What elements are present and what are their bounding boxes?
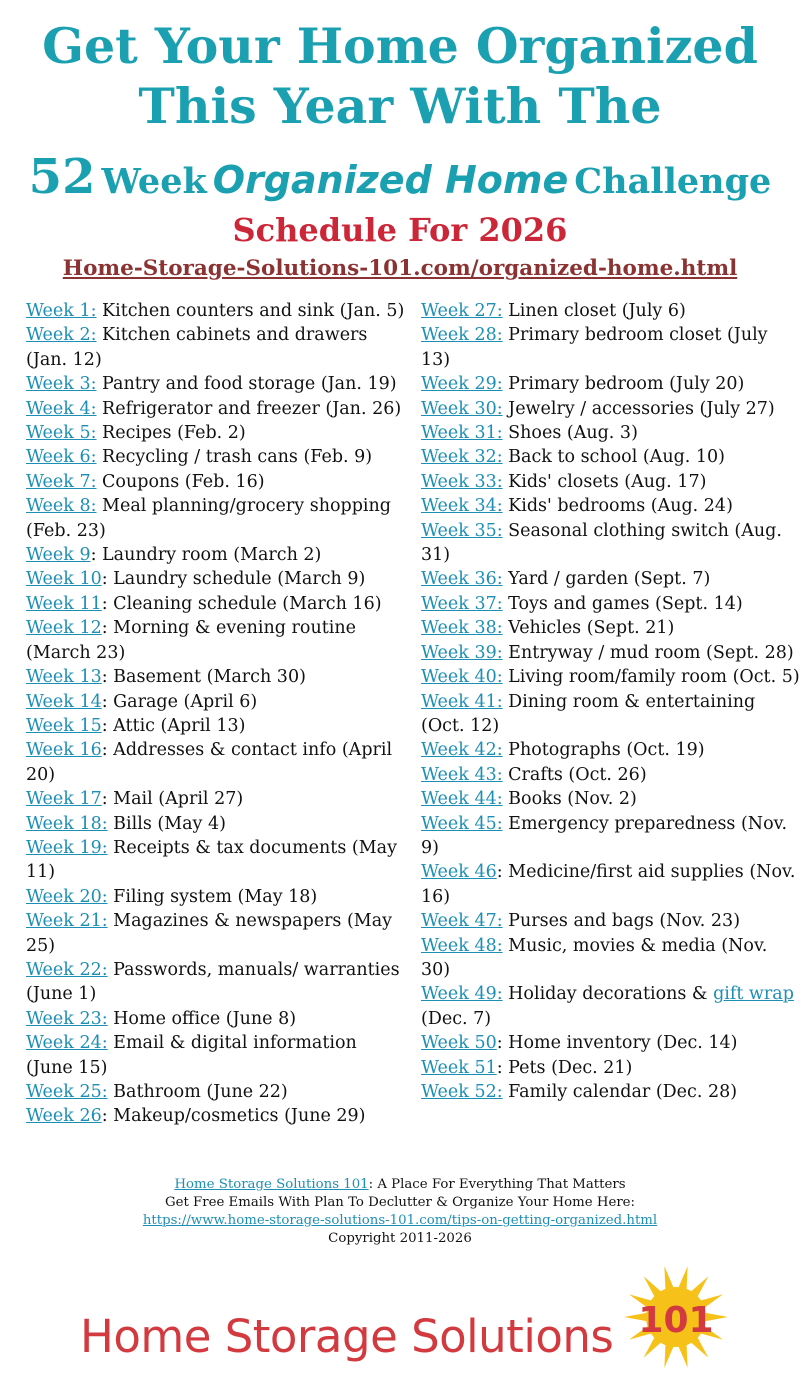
site-link[interactable]: Home Storage Solutions 101 bbox=[174, 1177, 369, 1192]
schedule-item bbox=[421, 519, 800, 568]
week-link[interactable]: Week 36: bbox=[421, 569, 503, 590]
site-tagline: : A Place For Everything That Matters bbox=[368, 1177, 626, 1192]
schedule-item bbox=[26, 1080, 406, 1104]
week-link[interactable]: Week 9 bbox=[26, 545, 91, 566]
title-challenge: Challenge bbox=[574, 161, 772, 202]
schedule-item bbox=[421, 616, 800, 640]
title-number: 52 bbox=[28, 149, 96, 205]
schedule-item bbox=[26, 445, 406, 469]
week-link[interactable]: Week 23: bbox=[26, 1008, 108, 1029]
week-link[interactable]: Week 20: bbox=[26, 886, 108, 907]
week-link[interactable]: Week 46 bbox=[421, 862, 497, 883]
footer-emails-link[interactable]: https://www.home-storage-solutions-101.com/tips-on-getting-organized.html bbox=[142, 1213, 658, 1228]
week-link[interactable]: Week 29: bbox=[421, 374, 503, 395]
week-topic: Family calendar (Dec. 28) bbox=[502, 1082, 738, 1102]
week-topic: Dining room & entertaining (Oct. 12) bbox=[421, 691, 756, 736]
week-link[interactable]: Week 15 bbox=[26, 715, 102, 736]
schedule-item bbox=[421, 909, 800, 933]
footer-emails-line: Get Free Emails With Plan To Declutter & Organize Your Home Here: bbox=[164, 1195, 636, 1210]
week-link[interactable]: Week 27: bbox=[421, 301, 503, 321]
week-topic: Primary bedroom (July 20) bbox=[502, 374, 745, 395]
week-topic: : Laundry room (March 2) bbox=[90, 545, 322, 566]
week-link[interactable]: Week 51 bbox=[421, 1057, 497, 1078]
schedule-item bbox=[26, 885, 406, 909]
schedule-left-column bbox=[26, 299, 406, 1129]
logo-badge-text: 101 bbox=[638, 1300, 714, 1341]
week-topic: : Attic (April 13) bbox=[101, 715, 246, 736]
week-date: (Dec. 7) bbox=[421, 1008, 492, 1029]
week-link[interactable]: Week 38: bbox=[421, 618, 503, 639]
schedule-item bbox=[421, 470, 800, 494]
week-topic: Kids' closets (Aug. 17) bbox=[502, 471, 707, 492]
schedule-item bbox=[421, 860, 800, 909]
schedule-right-column bbox=[421, 299, 800, 1104]
schedule-item bbox=[26, 665, 406, 689]
week-link[interactable]: Week 21: bbox=[26, 911, 108, 932]
week-topic: Back to school (Aug. 10) bbox=[502, 447, 726, 468]
week-topic: Email & digital information (June 15) bbox=[26, 1033, 357, 1078]
week-topic: Purses and bags (Nov. 23) bbox=[502, 911, 741, 932]
schedule-item bbox=[26, 958, 406, 1007]
schedule-item bbox=[26, 421, 406, 445]
week-topic: Shoes (Aug. 3) bbox=[502, 423, 638, 444]
week-link[interactable]: Week 39: bbox=[421, 642, 503, 663]
schedule-item bbox=[421, 812, 800, 861]
week-topic: : Mail (April 27) bbox=[101, 789, 244, 810]
schedule-item bbox=[421, 323, 800, 372]
week-link[interactable]: Week 12 bbox=[26, 618, 102, 639]
schedule-item bbox=[421, 934, 800, 983]
schedule-item bbox=[421, 1056, 800, 1080]
schedule-item bbox=[421, 445, 800, 469]
week-topic: : Cleaning schedule (March 16) bbox=[101, 593, 382, 614]
schedule-item bbox=[421, 299, 800, 323]
week-link[interactable]: Week 42: bbox=[421, 740, 503, 761]
week-topic: Recipes (Feb. 2) bbox=[96, 423, 246, 444]
week-link[interactable]: Week 16 bbox=[26, 740, 102, 761]
logo-text: Home Storage Solutions bbox=[80, 1310, 614, 1363]
brand-logo bbox=[0, 1262, 800, 1382]
week-topic: Music, movies & media (Nov. 30) bbox=[421, 935, 768, 980]
week-link[interactable]: Week 45: bbox=[421, 813, 503, 834]
week-link[interactable]: Week 52: bbox=[421, 1082, 503, 1102]
schedule-item bbox=[421, 1031, 800, 1055]
week-topic: Bathroom (June 22) bbox=[107, 1082, 288, 1102]
week-link[interactable]: Week 4: bbox=[26, 398, 97, 419]
week-topic: : Addresses & contact info (April 20) bbox=[26, 740, 393, 785]
schedule-item bbox=[26, 738, 406, 787]
footer-copyright: Copyright 2011-2026 bbox=[328, 1231, 472, 1246]
schedule-item bbox=[421, 1080, 800, 1104]
week-link[interactable]: Week 8: bbox=[26, 496, 97, 517]
week-topic: Entryway / mud room (Sept. 28) bbox=[502, 642, 794, 663]
schedule-item bbox=[421, 738, 800, 762]
schedule-item bbox=[421, 494, 800, 518]
week-topic: Kitchen cabinets and drawers (Jan. 12) bbox=[26, 325, 368, 370]
week-link[interactable]: Week 33: bbox=[421, 471, 503, 492]
week-topic: Books (Nov. 2) bbox=[502, 789, 637, 810]
week-topic: Meal planning/grocery shopping (Feb. 23) bbox=[26, 496, 391, 541]
schedule-item bbox=[26, 372, 406, 396]
week-topic: Passwords, manuals/ warranties (June 1) bbox=[26, 959, 400, 1005]
week-link[interactable]: Week 28: bbox=[421, 325, 503, 346]
week-link[interactable]: Week 35: bbox=[421, 520, 503, 541]
week-topic: Holiday decorations & bbox=[502, 984, 714, 1005]
schedule-item bbox=[26, 836, 406, 885]
week-link[interactable]: Week 50 bbox=[421, 1033, 497, 1054]
week-link[interactable]: Week 44: bbox=[421, 789, 503, 810]
week-topic: Bills (May 4) bbox=[107, 813, 226, 834]
week-link[interactable]: Week 19: bbox=[26, 837, 108, 858]
schedule-item bbox=[421, 665, 800, 689]
week-topic: : Garage (April 6) bbox=[101, 691, 258, 712]
schedule-subtitle: Schedule For 2026 bbox=[232, 211, 568, 249]
week-topic: Magazines & newspapers (May 25) bbox=[26, 911, 393, 956]
schedule-item bbox=[421, 372, 800, 396]
schedule-item bbox=[421, 641, 800, 665]
week-topic: Emergency preparedness (Nov. 9) bbox=[421, 813, 788, 858]
week-link[interactable]: Week 2: bbox=[26, 325, 97, 346]
week-topic: Kids' bedrooms (Aug. 24) bbox=[502, 496, 733, 517]
title-line-2: This Year With The bbox=[138, 77, 662, 135]
week-link[interactable]: Week 30: bbox=[421, 398, 503, 419]
week-link[interactable]: Week 5: bbox=[26, 423, 97, 444]
week-topic: Linen closet (July 6) bbox=[502, 301, 686, 321]
week-topic: Photographs (Oct. 19) bbox=[502, 740, 705, 761]
week-topic: : Makeup/cosmetics (June 29) bbox=[101, 1106, 366, 1127]
week-topic: Crafts (Oct. 26) bbox=[502, 764, 647, 785]
schedule-item bbox=[421, 421, 800, 445]
schedule-item bbox=[421, 690, 800, 739]
schedule-item bbox=[26, 787, 406, 811]
week-topic: Yard / garden (Sept. 7) bbox=[502, 569, 711, 590]
week-link[interactable]: Week 6: bbox=[26, 447, 97, 468]
week-link[interactable]: Week 40: bbox=[421, 667, 503, 688]
week-topic: Toys and games (Sept. 14) bbox=[502, 593, 743, 614]
week-topic: : Pets (Dec. 21) bbox=[496, 1057, 633, 1078]
schedule-item bbox=[26, 323, 406, 372]
week-topic: : Home inventory (Dec. 14) bbox=[496, 1033, 738, 1054]
week-topic: : Medicine/first aid supplies (Nov. 16) bbox=[421, 862, 796, 907]
week-topic: Receipts & tax documents (May 11) bbox=[26, 837, 397, 883]
week-link[interactable]: Week 10 bbox=[26, 569, 102, 590]
schedule-item bbox=[421, 397, 800, 421]
week-topic: Refrigerator and freezer (Jan. 26) bbox=[96, 398, 402, 419]
schedule-item bbox=[26, 397, 406, 421]
week-link[interactable]: Week 37: bbox=[421, 593, 503, 614]
schedule-item bbox=[26, 299, 406, 323]
week-link[interactable]: Week 41: bbox=[421, 691, 503, 712]
week-link[interactable]: Week 7: bbox=[26, 471, 97, 492]
week-topic: Kitchen counters and sink (Jan. 5) bbox=[96, 301, 405, 321]
schedule-item bbox=[26, 714, 406, 738]
title-line-1: Get Your Home Organized bbox=[42, 17, 758, 75]
week-topic: Coupons (Feb. 16) bbox=[96, 471, 265, 492]
schedule-item bbox=[26, 1007, 406, 1031]
week-link[interactable]: Week 3: bbox=[26, 374, 97, 395]
week-topic: Primary bedroom closet (July 13) bbox=[421, 325, 768, 370]
week-topic: : Basement (March 30) bbox=[101, 667, 306, 688]
week-topic: Living room/family room (Oct. 5) bbox=[502, 667, 800, 688]
schedule-item bbox=[26, 592, 406, 616]
schedule-item bbox=[421, 787, 800, 811]
week-link[interactable]: Week 32: bbox=[421, 447, 503, 468]
schedule-item bbox=[421, 982, 800, 1031]
schedule-item bbox=[26, 909, 406, 958]
week-topic: : Laundry schedule (March 9) bbox=[101, 569, 366, 590]
week-link[interactable]: Week 13 bbox=[26, 667, 102, 688]
schedule-item bbox=[26, 567, 406, 591]
schedule-item bbox=[26, 470, 406, 494]
footer bbox=[0, 1176, 800, 1248]
schedule-item bbox=[421, 567, 800, 591]
week-link[interactable]: Week 43: bbox=[421, 764, 503, 785]
week-link[interactable]: Week 17 bbox=[26, 789, 102, 810]
week-topic: Jewelry / accessories (July 27) bbox=[502, 398, 775, 419]
week-link[interactable]: Week 26 bbox=[26, 1106, 102, 1127]
schedule-item bbox=[421, 592, 800, 616]
schedule-item bbox=[26, 543, 406, 567]
week-link[interactable]: Week 47: bbox=[421, 911, 503, 932]
schedule-item bbox=[26, 616, 406, 665]
week-topic: Pantry and food storage (Jan. 19) bbox=[96, 374, 397, 395]
schedule-item bbox=[26, 690, 406, 714]
week-link[interactable]: Week 49: bbox=[421, 984, 503, 1005]
schedule-item bbox=[26, 1104, 406, 1128]
week-topic: : Morning & evening routine (March 23) bbox=[26, 618, 356, 663]
week-link[interactable]: Week 1: bbox=[26, 301, 97, 321]
week-link[interactable]: Week 25: bbox=[26, 1082, 108, 1102]
topic-link[interactable]: gift wrap bbox=[713, 984, 794, 1005]
week-link[interactable]: Week 22: bbox=[26, 959, 108, 980]
week-link[interactable]: Week 18: bbox=[26, 813, 108, 834]
week-topic: Filing system (May 18) bbox=[107, 886, 318, 907]
week-link[interactable]: Week 34: bbox=[421, 496, 503, 517]
sun-badge-icon bbox=[616, 1262, 736, 1372]
schedule-item bbox=[26, 1031, 406, 1080]
week-link[interactable]: Week 24: bbox=[26, 1033, 108, 1054]
week-topic: Seasonal clothing switch (Aug. 31) bbox=[421, 520, 782, 566]
page-url[interactable]: Home-Storage-Solutions-101.com/organized-home.html bbox=[62, 256, 738, 281]
schedule-item bbox=[26, 812, 406, 836]
title-week: Week bbox=[101, 161, 207, 202]
week-link[interactable]: Week 48: bbox=[421, 935, 503, 956]
week-link[interactable]: Week 14 bbox=[26, 691, 102, 712]
title-script: Organized Home bbox=[212, 158, 569, 202]
schedule-item bbox=[26, 494, 406, 543]
week-topic: Recycling / trash cans (Feb. 9) bbox=[96, 447, 373, 468]
week-topic: Vehicles (Sept. 21) bbox=[502, 618, 675, 639]
footer-line-1 bbox=[0, 1176, 800, 1194]
schedule-item bbox=[421, 763, 800, 787]
week-topic: Home office (June 8) bbox=[107, 1008, 297, 1029]
week-link[interactable]: Week 31: bbox=[421, 423, 503, 444]
week-link[interactable]: Week 11 bbox=[26, 593, 102, 614]
